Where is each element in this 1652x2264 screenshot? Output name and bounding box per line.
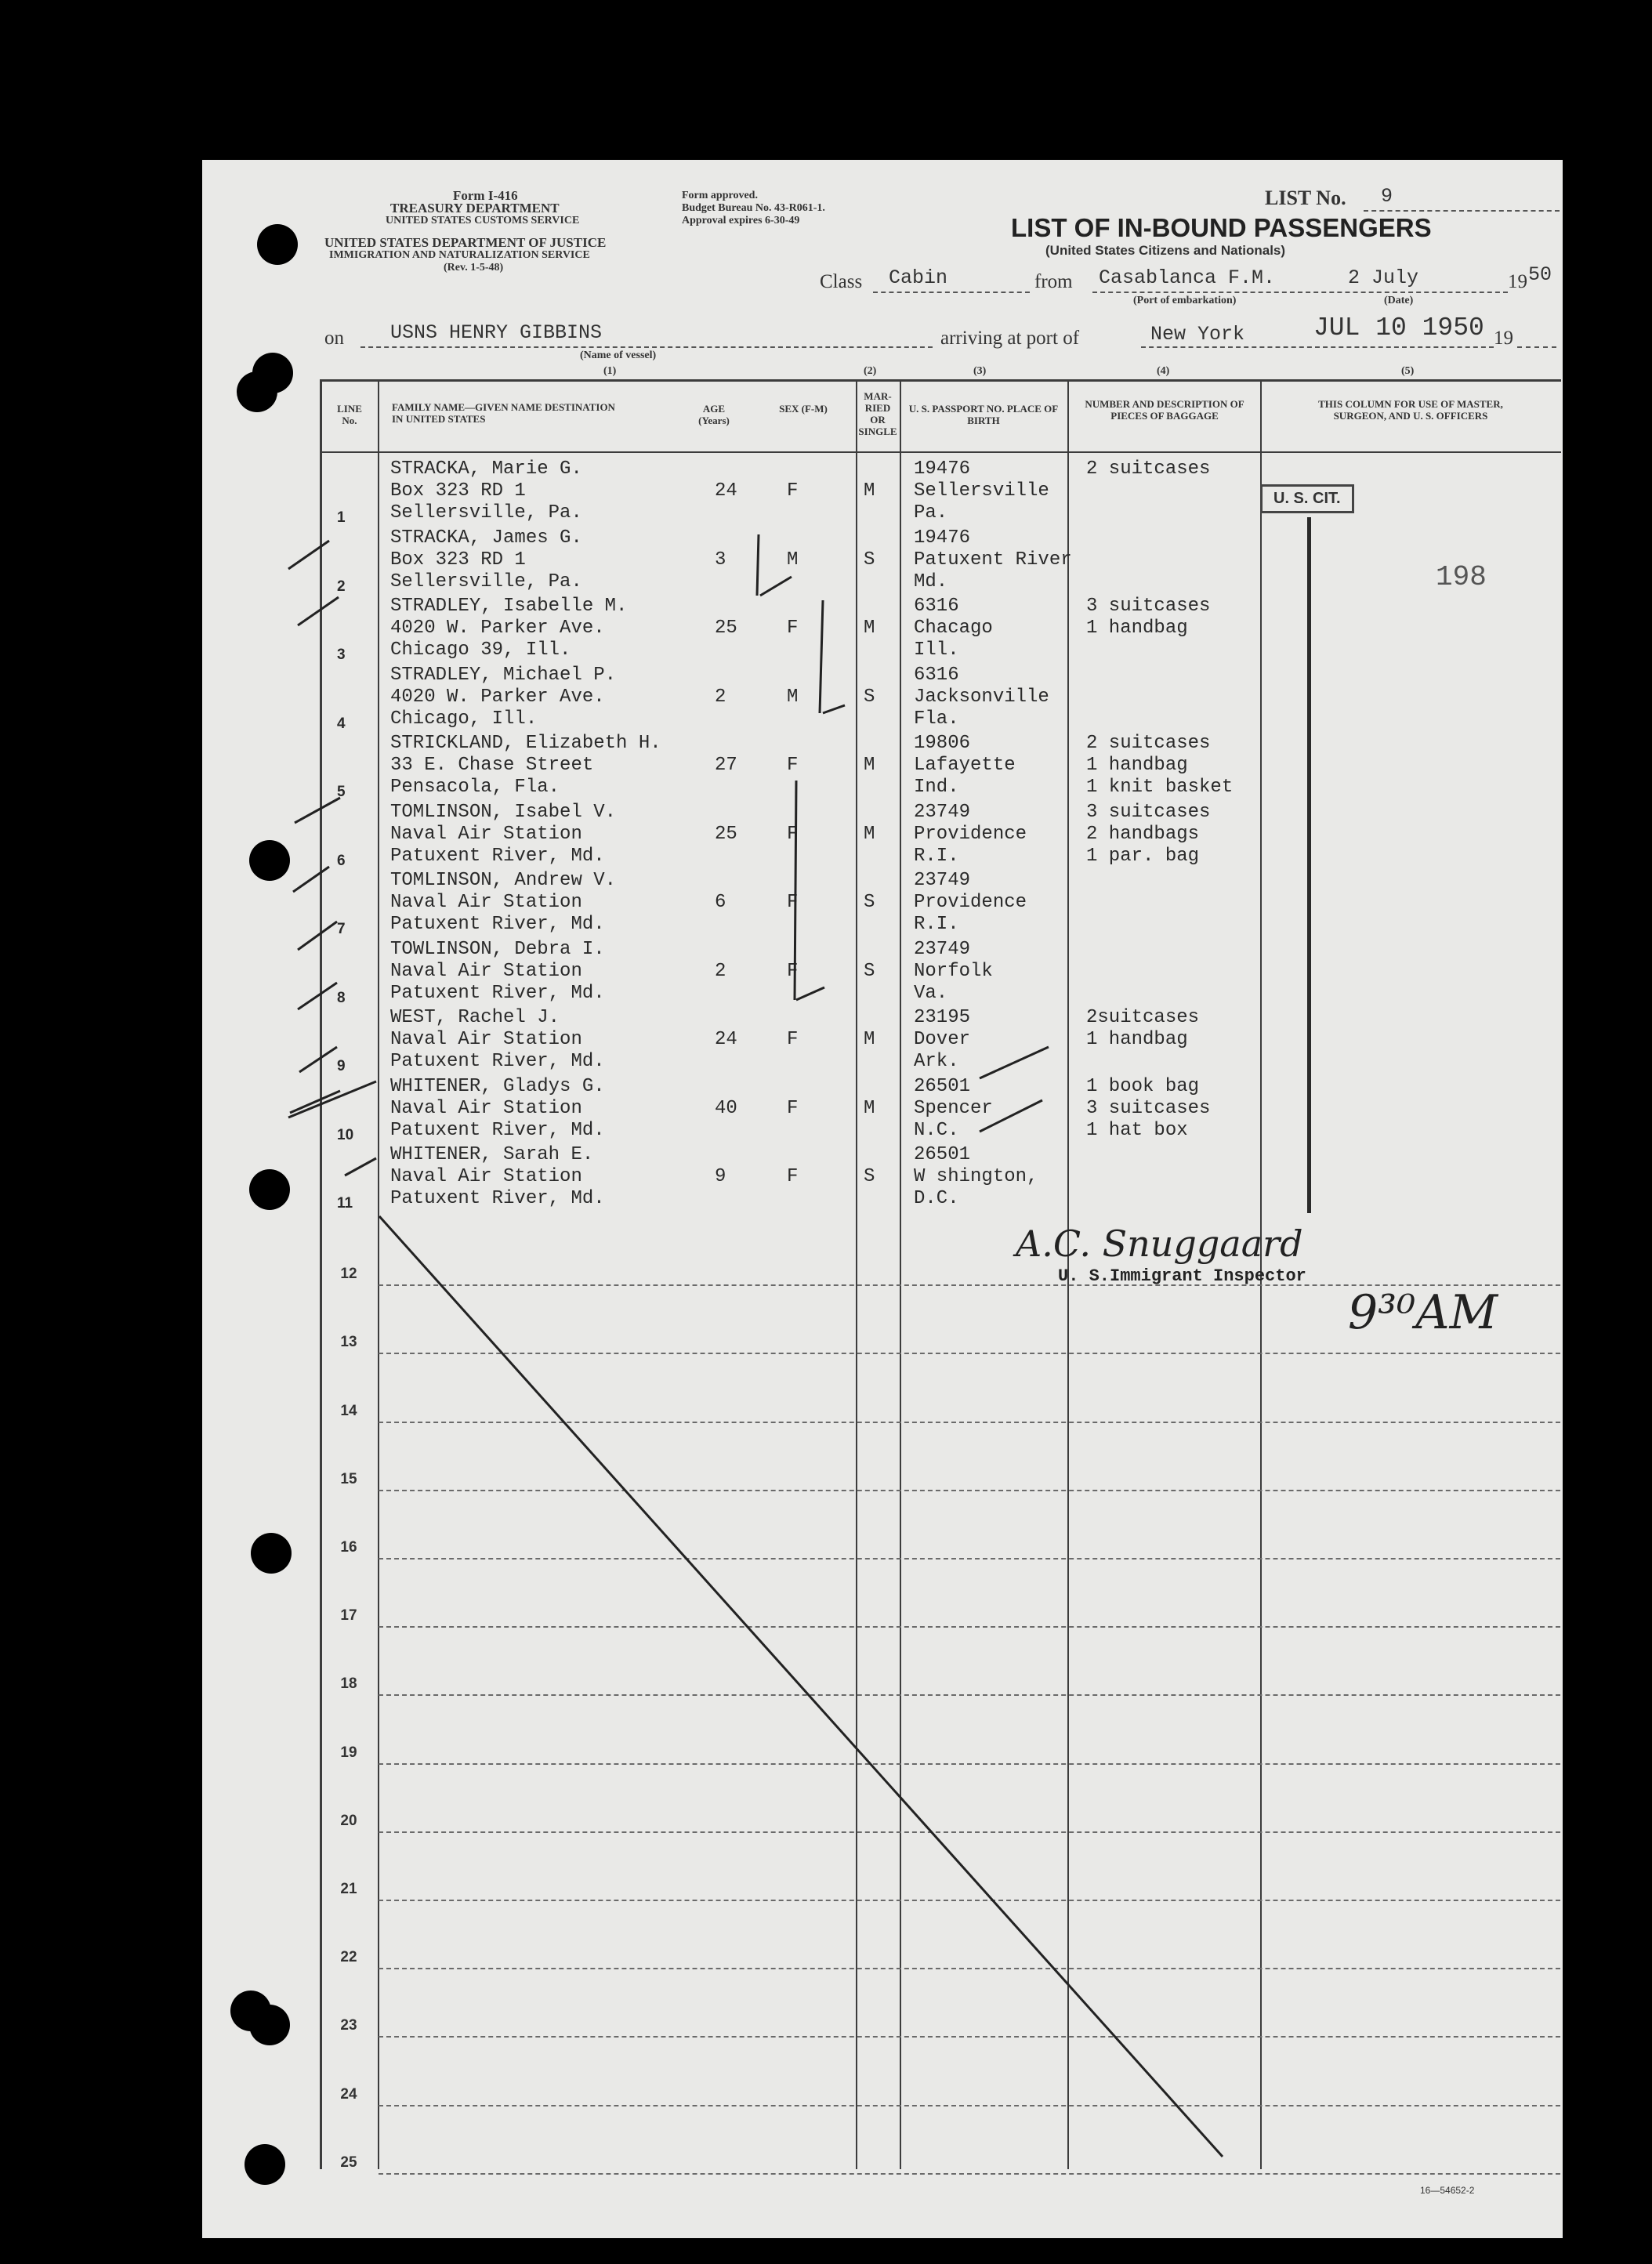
marital-status: S [864, 549, 875, 571]
from-label: from [1034, 271, 1073, 292]
baggage-item-2: 2 handbags [1086, 823, 1200, 845]
marital-status: M [864, 755, 875, 776]
baggage-item-2: 1 handbag [1086, 618, 1188, 639]
birth-state: R.I. [914, 914, 959, 935]
line-number: 11 [337, 1195, 353, 1212]
arrival-port: New York [1150, 323, 1245, 346]
passport-number: 26501 [914, 1144, 971, 1165]
passport-number: 23749 [914, 870, 971, 891]
baggage-item-1: 1 book bag [1086, 1075, 1200, 1097]
sex: F [787, 892, 799, 913]
sex: F [787, 1029, 799, 1050]
unused-lines-strike [379, 1216, 1223, 2157]
age: 24 [715, 480, 737, 502]
tick-mark [298, 597, 339, 625]
baggage-item-3: 1 par. bag [1086, 845, 1200, 867]
line-number: 15 [340, 1470, 357, 1487]
bracket-mark [820, 600, 845, 713]
birth-place: Norfolk [914, 960, 993, 982]
birth-state: Va. [914, 982, 948, 1004]
destination-line-2: Patuxent River, Md. [390, 1051, 605, 1072]
passenger-name: TOWLINSON, Debra I. [390, 938, 605, 960]
vessel-name: USNS HENRY GIBBINS [390, 321, 603, 344]
sex: F [787, 480, 799, 502]
birth-place: Chacago [914, 618, 993, 639]
marital-status: M [864, 823, 875, 845]
birth-state: Md. [914, 571, 948, 592]
marital-status: S [864, 1166, 875, 1187]
sex: F [787, 755, 799, 776]
list-number: 9 [1381, 185, 1393, 208]
baggage-item-1: 2 suitcases [1086, 733, 1211, 754]
tick-mark [288, 541, 329, 569]
tick-mark [299, 1047, 337, 1072]
destination-line-1: Box 323 RD 1 [390, 549, 526, 571]
line-number: 13 [340, 1334, 357, 1351]
column-number-3: (3) [973, 365, 987, 377]
on-label: on [324, 328, 344, 349]
us-citizen-stamp: U. S. CIT. [1260, 484, 1354, 513]
header-baggage: NUMBER AND DESCRIPTION OF PIECES OF BAGGAGE [1085, 398, 1244, 422]
year-prefix: 19 [1508, 271, 1527, 292]
list-label: LIST No. [1265, 187, 1346, 209]
arriving-label: arriving at port of [940, 328, 1080, 349]
destination-line-2: Patuxent River, Md. [390, 982, 605, 1004]
birth-state: Pa. [914, 502, 948, 523]
line-number: 16 [340, 1539, 357, 1556]
birth-place: Patuxent River [914, 549, 1072, 571]
baggage-item-2: 3 suitcases [1086, 1097, 1211, 1119]
inspector-signature: A.C. Snuggaard [1016, 1223, 1303, 1265]
baggage-item-3: 1 knit basket [1086, 777, 1234, 798]
birth-state: Ark. [914, 1051, 959, 1072]
date-caption: (Date) [1384, 295, 1414, 306]
line-number: 12 [340, 1266, 357, 1283]
age: 3 [715, 549, 726, 571]
treasury-department: TREASURY DEPARTMENT [390, 201, 560, 216]
baggage-item-1: 3 suitcases [1086, 596, 1211, 617]
sex: F [787, 823, 799, 845]
passenger-name: WHITENER, Sarah E. [390, 1144, 594, 1165]
line-number: 19 [340, 1744, 357, 1761]
line-number: 22 [340, 1949, 357, 1966]
year-suffix: 50 [1528, 263, 1552, 286]
baggage-item-2: 1 handbag [1086, 1029, 1188, 1050]
birth-state: Fla. [914, 708, 959, 730]
marital-status: M [864, 1029, 875, 1050]
passport-number: 23749 [914, 801, 971, 823]
marital-status: M [864, 1097, 875, 1119]
tick-mark [298, 983, 337, 1009]
destination-line-2: Patuxent River, Md. [390, 1119, 605, 1141]
age: 24 [715, 1029, 737, 1050]
line-number: 14 [340, 1402, 357, 1419]
destination-line-2: Sellersville, Pa. [390, 571, 582, 592]
baggage-item-3: 1 hat box [1086, 1119, 1188, 1141]
destination-line-2: Sellersville, Pa. [390, 502, 582, 523]
destination-line-1: Naval Air Station [390, 960, 582, 982]
passenger-name: WHITENER, Gladys G. [390, 1075, 605, 1097]
line-number: 8 [337, 989, 346, 1006]
birth-place: Spencer [914, 1097, 993, 1119]
destination-line-1: Naval Air Station [390, 1029, 582, 1050]
tick-mark [290, 1091, 340, 1113]
port-of-embarkation: Casablanca F.M. [1099, 266, 1276, 289]
sex: F [787, 618, 799, 639]
destination-line-1: Naval Air Station [390, 823, 582, 845]
line-number: 6 [337, 852, 346, 869]
birth-state: R.I. [914, 845, 959, 867]
form-number: Form I-416 [453, 188, 518, 203]
marital-status: S [864, 892, 875, 913]
line-number: 4 [337, 715, 346, 732]
destination-line-1: 4020 W. Parker Ave. [390, 618, 605, 639]
budget-bureau: Budget Bureau No. 43-R061-1. [682, 202, 825, 214]
arrival-date-stamp: JUL 10 1950 [1313, 313, 1484, 342]
birth-place: Sellersville [914, 480, 1049, 502]
handwritten-number: 198 [1436, 561, 1487, 593]
baggage-item-1: 3 suitcases [1086, 801, 1211, 823]
age: 9 [715, 1166, 726, 1187]
column-number-2: (2) [864, 365, 877, 377]
baggage-item-2: 1 handbag [1086, 755, 1188, 776]
line-number: 23 [340, 2017, 357, 2034]
destination-line-1: Naval Air Station [390, 1097, 582, 1119]
form-subtitle: (United States Citizens and Nationals) [1045, 243, 1286, 258]
header-passport: U. S. PASSPORT NO. PLACE OF BIRTH [908, 403, 1059, 426]
line-number: 7 [337, 921, 346, 937]
line-number: 2 [337, 578, 346, 595]
sex: F [787, 960, 799, 982]
birth-state: Ind. [914, 777, 959, 798]
tick-mark [298, 922, 337, 950]
footer-code: 16—54652-2 [1420, 2185, 1475, 2196]
sex: F [787, 1097, 799, 1119]
department-of-justice: UNITED STATES DEPARTMENT OF JUSTICE [324, 235, 607, 250]
header-age: AGE (Years) [698, 403, 730, 426]
arrival-time-note: 9³⁰AM [1348, 1285, 1498, 1340]
form-title: LIST OF IN-BOUND PASSENGERS [1011, 213, 1432, 242]
port-embark-caption: (Port of embarkation) [1133, 295, 1237, 306]
birth-place: Lafayette [914, 755, 1016, 776]
age: 40 [715, 1097, 737, 1119]
baggage-item-1: 2suitcases [1086, 1007, 1200, 1028]
tick-mark [345, 1158, 376, 1175]
line-number: 9 [337, 1058, 346, 1074]
marital-status: S [864, 960, 875, 982]
header-married: MAR-RIED OR SINGLE [858, 390, 897, 437]
sex: F [787, 1166, 799, 1187]
bracket-mark [795, 781, 824, 1000]
birth-place: W shington, [914, 1166, 1038, 1187]
inspector-title: U. S.Immigrant Inspector [1058, 1266, 1306, 1286]
tick-mark [293, 867, 329, 892]
passport-number: 19806 [914, 733, 971, 754]
destination-line-2: Pensacola, Fla. [390, 777, 560, 798]
age: 2 [715, 960, 726, 982]
revision: (Rev. 1-5-48) [444, 262, 504, 273]
passenger-name: TOMLINSON, Andrew V. [390, 870, 617, 891]
class-value: Cabin [889, 266, 948, 289]
passenger-name: STRADLEY, Michael P. [390, 664, 617, 686]
passport-number: 23749 [914, 938, 971, 960]
birth-place: Providence [914, 823, 1027, 845]
birth-state: D.C. [914, 1188, 959, 1209]
passenger-name: TOMLINSON, Isabel V. [390, 801, 617, 823]
marital-status: M [864, 618, 875, 639]
age: 25 [715, 823, 737, 845]
line-number: 10 [337, 1126, 354, 1143]
bracket-mark [757, 534, 792, 596]
birth-place: Jacksonville [914, 686, 1049, 708]
line-number: 21 [340, 1881, 357, 1897]
line-number: 3 [337, 647, 346, 663]
column-number-1: (1) [603, 365, 617, 377]
passport-number: 19476 [914, 527, 971, 549]
header-line-no: LINE No. [337, 403, 362, 426]
line-number: 24 [340, 2085, 357, 2103]
arrival-year-prefix: 19 [1494, 328, 1513, 349]
destination-line-1: Naval Air Station [390, 892, 582, 913]
sex: M [787, 549, 799, 571]
vessel-caption: (Name of vessel) [580, 350, 657, 361]
customs-service: UNITED STATES CUSTOMS SERVICE [386, 215, 580, 226]
passport-number: 6316 [914, 664, 959, 686]
marital-status: S [864, 686, 875, 708]
destination-line-1: 4020 W. Parker Ave. [390, 686, 605, 708]
age: 27 [715, 755, 737, 776]
column-number-5: (5) [1401, 365, 1415, 377]
embarkation-date: 2 July [1348, 266, 1419, 289]
destination-line-2: Patuxent River, Md. [390, 845, 605, 867]
form-approved: Form approved. [682, 190, 758, 201]
destination-line-1: 33 E. Chase Street [390, 755, 594, 776]
header-officers: THIS COLUMN FOR USE OF MASTER, SURGEON, AND U. S. OFFICERS [1318, 398, 1503, 422]
tick-mark [295, 798, 340, 823]
passenger-name: WEST, Rachel J. [390, 1007, 560, 1028]
passport-number: 6316 [914, 596, 959, 617]
passport-number: 26501 [914, 1075, 971, 1097]
baggage-item-1: 2 suitcases [1086, 458, 1211, 480]
birth-place: Providence [914, 892, 1027, 913]
tick-mark [288, 1081, 376, 1118]
header-name: FAMILY NAME—GIVEN NAME DESTINATION IN UNITED STATES [392, 401, 615, 425]
passenger-name: STRICKLAND, Elizabeth H. [390, 733, 661, 754]
passport-number: 23195 [914, 1007, 971, 1028]
ins-label: IMMIGRATION AND NATURALIZATION SERVICE [329, 249, 590, 261]
destination-line-2: Chicago, Ill. [390, 708, 538, 730]
line-number: 17 [340, 1607, 357, 1625]
tick-mark [980, 1047, 1049, 1078]
destination-line-1: Naval Air Station [390, 1166, 582, 1187]
marital-status: M [864, 480, 875, 502]
age: 2 [715, 686, 726, 708]
birth-place: Dover [914, 1029, 971, 1050]
tick-mark [980, 1100, 1042, 1132]
age: 25 [715, 618, 737, 639]
destination-line-2: Chicago 39, Ill. [390, 639, 571, 661]
header-sex: SEX (F-M) [779, 403, 828, 415]
destination-line-2: Patuxent River, Md. [390, 914, 605, 935]
line-number: 1 [337, 509, 346, 526]
line-number: 5 [337, 784, 346, 800]
column-number-4: (4) [1157, 365, 1170, 377]
passenger-name: STRACKA, James G. [390, 527, 582, 549]
passenger-name: STRACKA, Marie G. [390, 458, 582, 480]
destination-line-2: Patuxent River, Md. [390, 1188, 605, 1209]
line-number: 18 [340, 1675, 357, 1693]
birth-state: Ill. [914, 639, 959, 661]
line-number: 20 [340, 1812, 357, 1829]
passport-number: 19476 [914, 458, 971, 480]
destination-line-1: Box 323 RD 1 [390, 480, 526, 502]
passenger-name: STRADLEY, Isabelle M. [390, 596, 628, 617]
birth-state: N.C. [914, 1119, 959, 1141]
approval-expires: Approval expires 6-30-49 [682, 215, 800, 226]
age: 6 [715, 892, 726, 913]
sex: M [787, 686, 799, 708]
class-label: Class [820, 271, 863, 292]
line-number: 25 [340, 2154, 357, 2171]
